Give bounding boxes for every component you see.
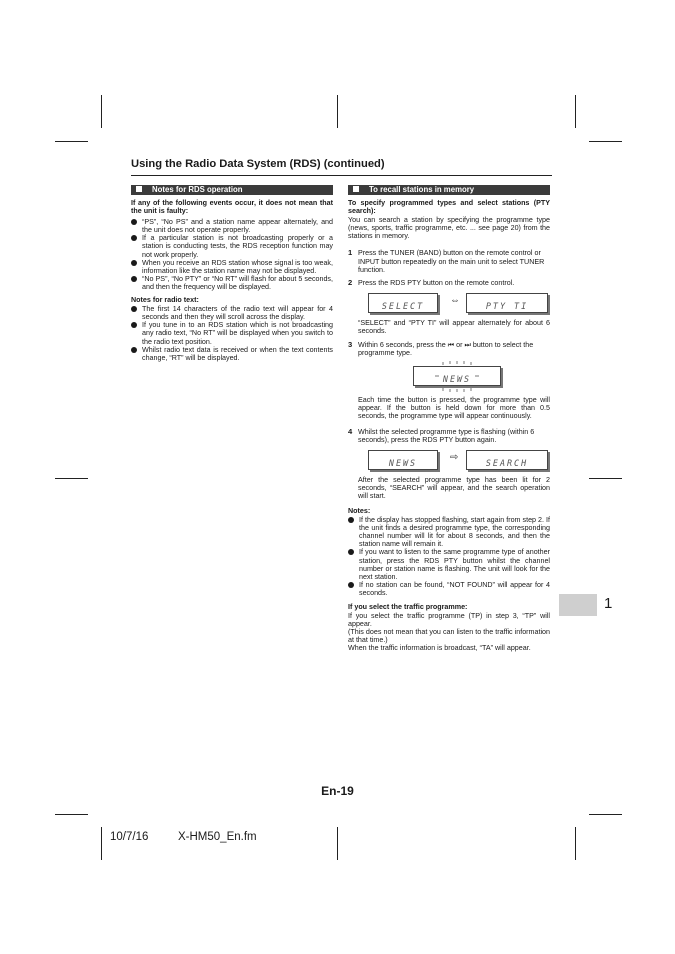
display-news-flashing [358, 366, 550, 388]
flashing-rays-icon [413, 360, 503, 394]
crop-mark [589, 141, 622, 142]
traffic-line: When the traffic information is broadcast, “TA” will appear. [348, 644, 531, 653]
crop-mark [337, 827, 338, 860]
list-item: The first 14 characters of the radio text will appear for 4 seconds and then they will scroll across the display. [131, 305, 333, 321]
list-item: If the display has stopped flashing, start again from step 2. If the unit finds a desired programme type, the corresponding channel number will lit for about 8 seconds, and then the station name will remain it. [348, 516, 550, 548]
crop-mark [575, 827, 576, 860]
step-4: 4 Whilst the selected programme type is flashing (within 6 seconds), press the RDS PTY button again. [348, 426, 535, 444]
step-2-note: “SELECT” and “PTY TI” will appear alternately for about 6 seconds. [358, 318, 550, 335]
crop-mark [101, 827, 102, 860]
footer-filename: X-HM50_En.fm [178, 831, 257, 843]
section-heading-recall-stations: To recall stations in memory [348, 185, 550, 195]
pty-search-title: To specify programmed types and select stations (PTY search): [348, 199, 550, 216]
bullet-icon [131, 347, 137, 353]
step-4-note: After the selected programme type has been lit for 2 seconds, “SEARCH” will appear, and the search operation will start. [358, 475, 550, 500]
list-item: “PS”, “No PS” and a station name appear alternately, and the unit does not operate properly. [131, 218, 333, 234]
square-bullet-icon [136, 186, 142, 192]
lcd-display: SEARCH [466, 450, 548, 470]
square-bullet-icon [353, 186, 359, 192]
title-rule [131, 175, 552, 176]
double-arrow-icon: ⇔ [450, 294, 460, 306]
list-item: If no station can be found, “NOT FOUND” will appear for 4 seconds. [348, 581, 550, 597]
traffic-title: If you select the traffic programme: [348, 603, 468, 611]
list-item: Whilst radio text data is received or when the text contents change, “RT” will be displayed. [131, 346, 333, 362]
crop-mark [55, 478, 88, 479]
crop-mark [101, 95, 102, 128]
bullet-icon [131, 276, 137, 282]
list-item: If you tune in to an RDS station which is not broadcasting any radio text, “No RT” will be displayed when you switch to the radio text position. [131, 321, 333, 345]
footer-date: 10/7/16 [110, 831, 149, 843]
list-item: If a particular station is not broadcasting properly or a station is conducting tests, the RDS reception function may not work properly. [131, 234, 333, 258]
bullet-icon [131, 260, 137, 266]
bullet-icon [131, 219, 137, 225]
display-select-pty [358, 293, 550, 315]
bullet-icon [348, 517, 354, 523]
traffic-line: (This does not mean that you can listen to the traffic information at that time.) [348, 628, 550, 645]
crop-mark [589, 478, 622, 479]
list-item: “No PS”, “No PTY” or “No RT” will flash for about 5 seconds, and then the frequency will be displayed. [131, 275, 333, 291]
notes-title: Notes: [348, 506, 371, 515]
crop-mark [55, 814, 88, 815]
rds-notes-list [131, 218, 333, 291]
radio-text-list [131, 305, 333, 362]
lcd-display: SELECT [368, 293, 438, 313]
section-tab [559, 594, 597, 616]
list-item: When you receive an RDS station whose signal is too weak, information like the station name may not be displayed. [131, 259, 333, 275]
bullet-icon [131, 322, 137, 328]
bullet-icon [348, 549, 354, 555]
section-heading-rds-notes: Notes for RDS operation [131, 185, 333, 195]
left-intro: If any of the following events occur, it does not mean that the unit is faulty: [131, 199, 333, 216]
crop-mark [55, 141, 88, 142]
lcd-display: PTY TI [466, 293, 548, 313]
right-arrow-icon: ⇨ [450, 451, 459, 463]
step-1: 1 Press the TUNER (BAND) button on the remote control or INPUT button repeatedly on the main unit to select TUNER function. [348, 248, 545, 274]
section-tab-number: 1 [604, 595, 613, 612]
list-item: If you want to listen to the same programme type of another station, press the RDS PTY button whilst the channel number or station name is flashing. The unit will look for the next station. [348, 548, 550, 580]
crop-mark [589, 814, 622, 815]
left-column [131, 185, 333, 366]
pty-search-intro: You can search a station by specifying the programme type (news, sports, traffic programme, etc. ... see page 20) from the stations in memory. [348, 216, 550, 241]
page-number: En-19 [321, 784, 354, 798]
step-3-note: Each time the button is pressed, the programme type will appear. If the button is held down for more than 0.5 seconds, the programme type will appear continuously. [358, 396, 550, 421]
step-3: 3 Within 6 seconds, press the ⏮ or ⏭ button to select the programme type. [348, 340, 534, 358]
traffic-line: If you select the traffic programme (TP) in step 3, “TP” will appear. [348, 612, 550, 629]
crop-mark [575, 95, 576, 128]
bullet-icon [131, 306, 137, 312]
radio-text-title: Notes for radio text: [131, 296, 199, 305]
lcd-display: NEWS [413, 366, 501, 386]
bullet-icon [348, 582, 354, 588]
crop-mark [337, 95, 338, 128]
bullet-icon [131, 235, 137, 241]
pty-notes-list [348, 516, 550, 597]
page-title: Using the Radio Data System (RDS) (continued) [131, 158, 385, 170]
lcd-display: NEWS [368, 450, 438, 470]
display-news-search [358, 450, 550, 472]
step-2: 2 Press the RDS PTY button on the remote control. [348, 277, 515, 287]
right-column [348, 185, 550, 653]
